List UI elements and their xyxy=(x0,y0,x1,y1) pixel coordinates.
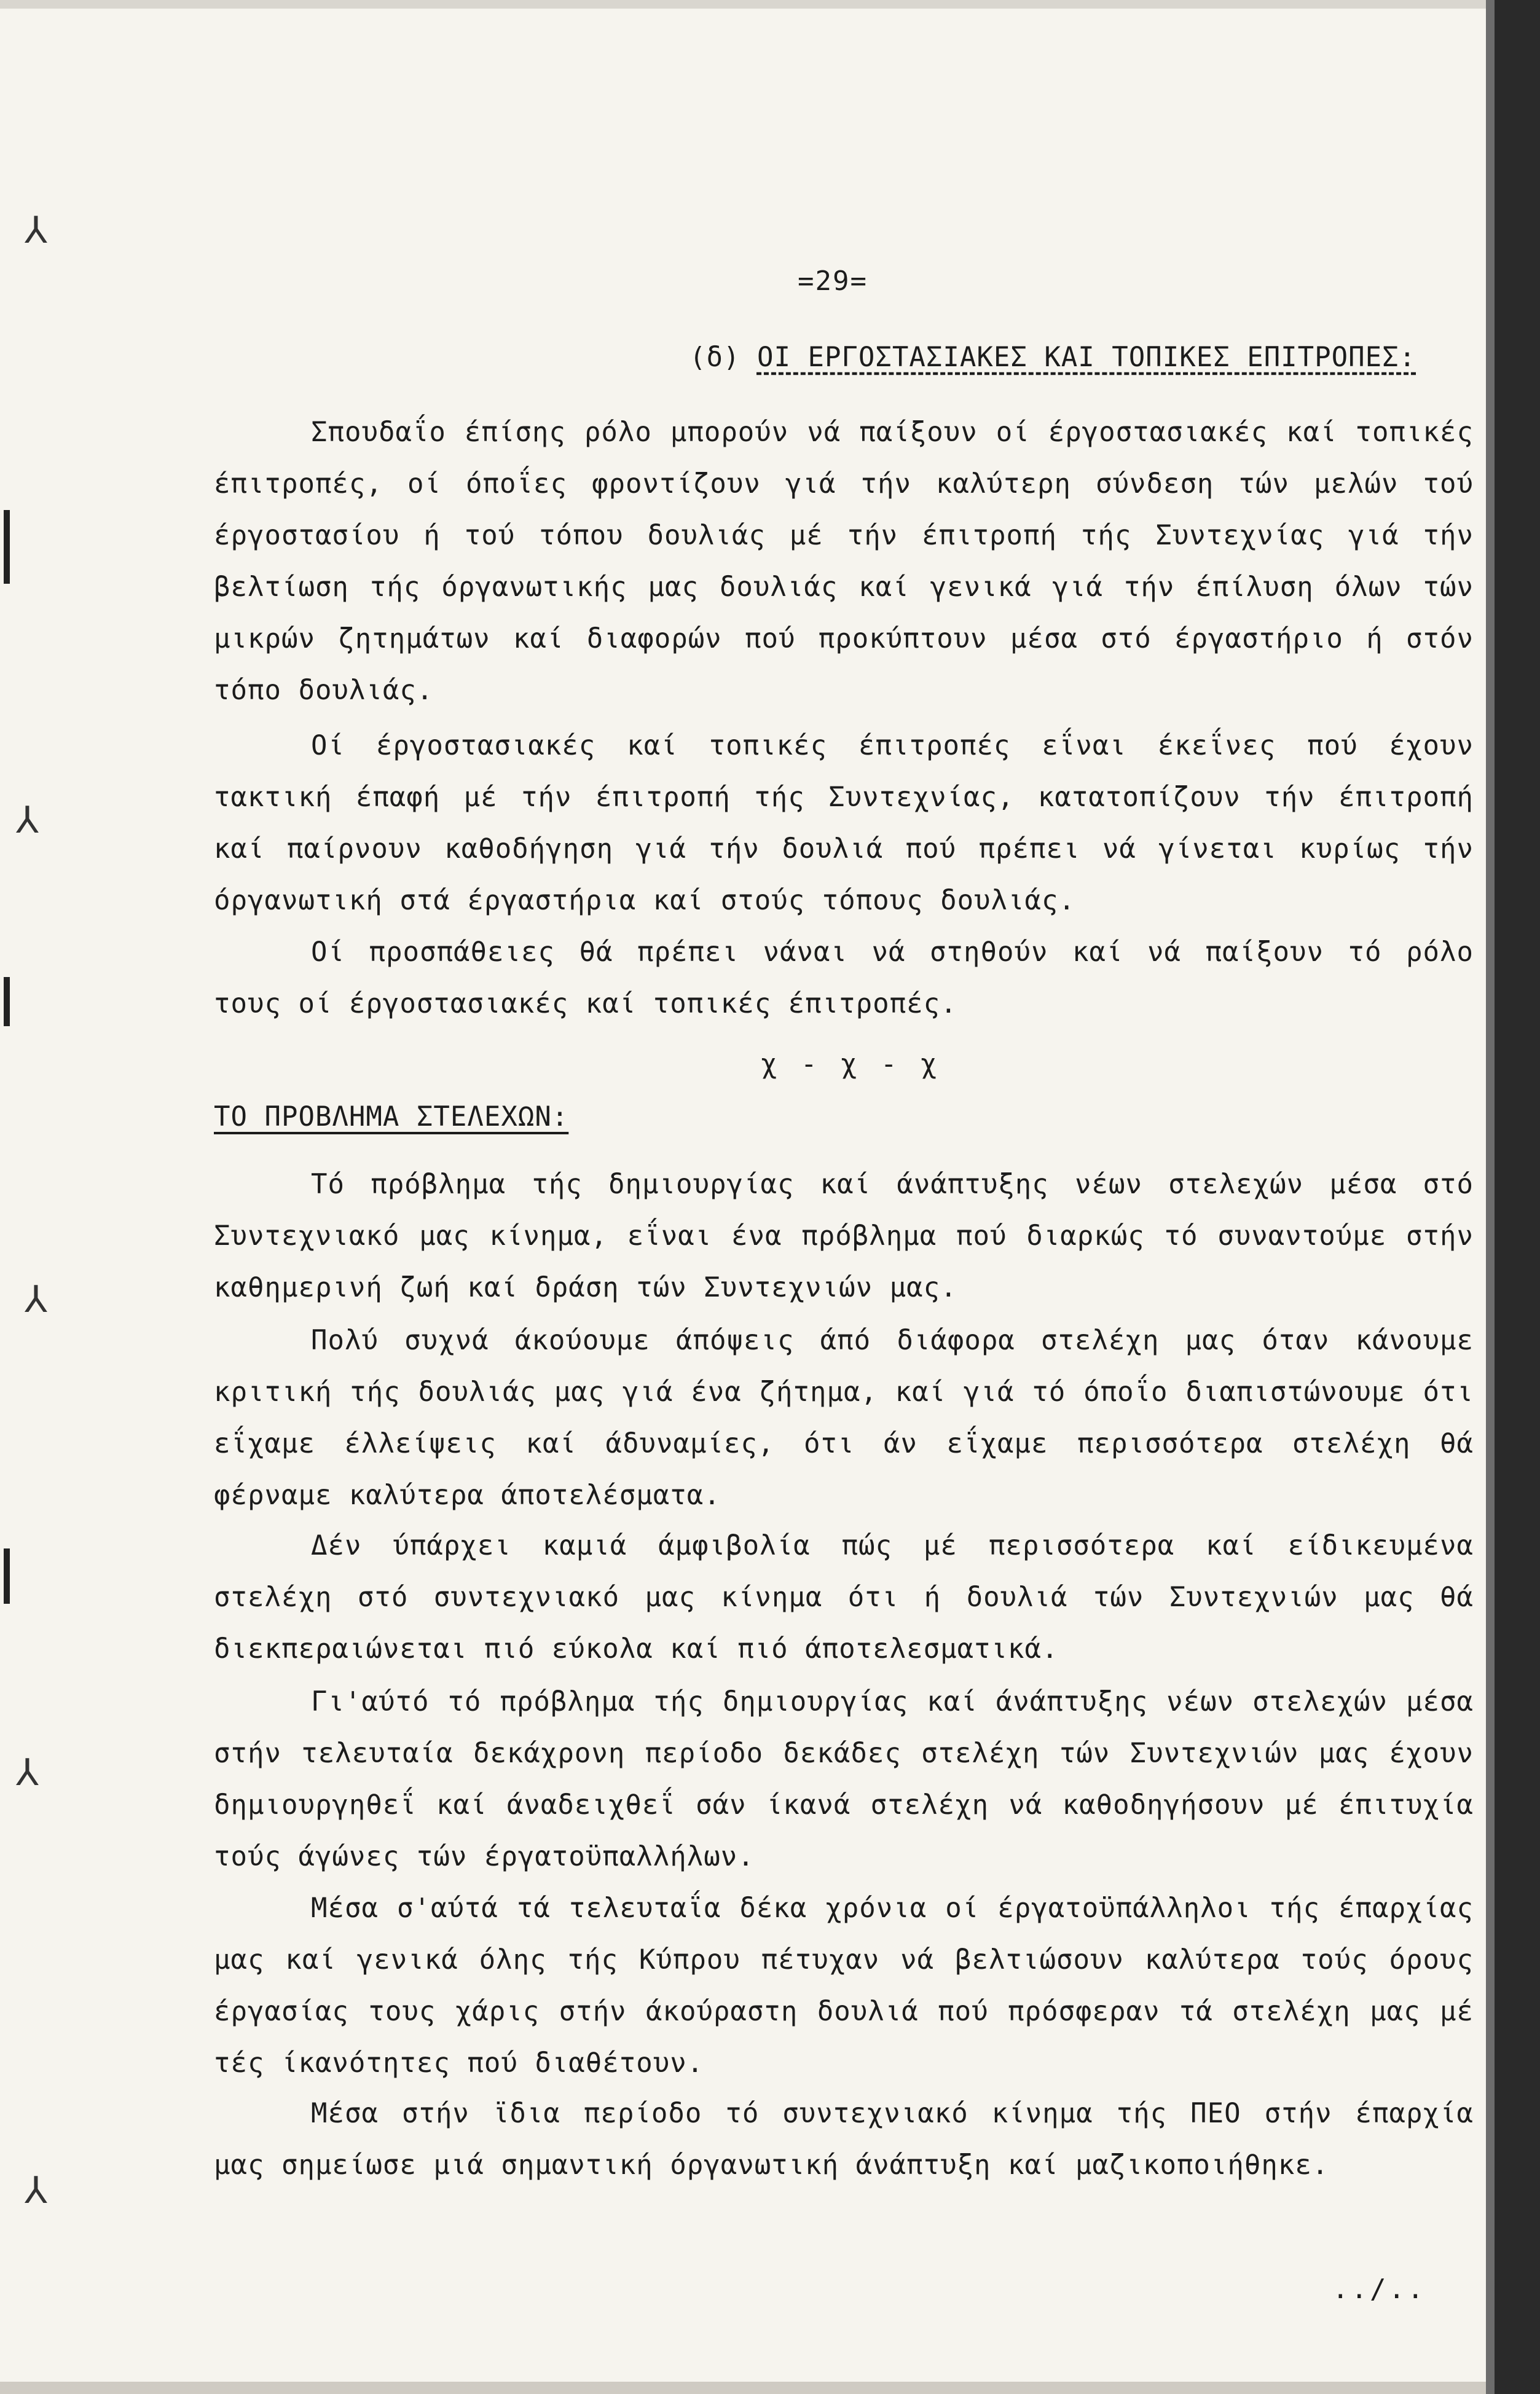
paragraph: Σπουδαΐο έπίσης ρόλο μπορούν νά παίξουν οί έργοστασιακές καί τοπικές έπιτροπές, οί όποΐες φροντίζουν γιά τήν καλύτερη σύνδεση τών μελών τού έργοστασίου ή τού τόπου δουλιάς μέ τήν έπιτροπή τής Συντεχνίας γιά τήν βελτίωση τής όργανωτικής μας δουλιάς καί γενικά γιά τήν έπίλυση όλων τών μικρών ζητημάτων καί διαφορών πού προκύπτουν μέσα στό έργαστήριο ή στόν τόπο δουλιάς. xyxy=(214,417,1474,706)
scan-bottom-edge xyxy=(0,2382,1540,2394)
section-heading xyxy=(689,342,1416,373)
binding-shadow xyxy=(1486,0,1495,2394)
page-number: =29= xyxy=(798,265,868,297)
chapter-heading: ΤΟ ΠΡΟΒΛΗΜΑ ΣΤΕΛΕΧΩΝ: xyxy=(214,1101,569,1132)
page-continuation: ../.. xyxy=(1332,2274,1426,2305)
paragraph: Δέν ύπάρχει καμιά άμφιβολία πώς μέ περισσότερα καί είδικευμένα στελέχη στό συντεχνιακό μας κίνημα ότι ή δουλιά τών Συντεχνιών μας θά διεκπεραιώνεται πιό εύκολα καί πιό άποτελεσματικά. xyxy=(214,1530,1474,1665)
scan-top-edge xyxy=(0,0,1540,9)
scan-left-mark xyxy=(4,1548,10,1604)
section-number: (δ) xyxy=(689,342,741,373)
margin-mark-icon: ⅄ xyxy=(25,209,47,252)
scan-left-mark xyxy=(4,510,10,584)
paragraph: Μέσα σ'αύτά τά τελευταΐα δέκα χρόνια οί έργατοϋπάλληλοι τής έπαρχίας μας καί γενικά όλης τής Κύπρου πέτυχαν νά βελτιώσουν καλύτερα τούς όρους έργασίας τους χάρις στήν άκούραστη δουλιά πού πρόσφεραν τά στελέχη μας μέ τές ίκανότητες πού διαθέτουν. xyxy=(214,1893,1474,2079)
paragraph: Πολύ συχνά άκούουμε άπόψεις άπό διάφορα στελέχη μας όταν κάνουμε κριτική τής δουλιάς μας γιά ένα ζήτημα, καί γιά τό όποΐο διαπιστώνουμε ότι εΐχαμε έλλείψεις καί άδυναμίες, ότι άν εΐχαμε περισσότερα στελέχη θά φέρναμε καλύτερα άποτελέσματα. xyxy=(214,1325,1474,1511)
section-heading-label: ΟΙ ΕΡΓΟΣΤΑΣΙΑΚΕΣ ΚΑΙ ΤΟΠΙΚΕΣ ΕΠΙΤΡΟΠΕΣ: xyxy=(756,342,1416,373)
section-separator: χ - χ - χ xyxy=(761,1048,941,1080)
paragraph: Τό πρόβλημα τής δημιουργίας καί άνάπτυξης νέων στελεχών μέσα στό Συντεχνιακό μας κίνημα, εΐναι ένα πρόβλημα πού διαρκώς τό συναντούμε στήν καθημερινή ζωή καί δράση τών Συντεχνιών μας. xyxy=(214,1169,1474,1303)
binding-strip xyxy=(1495,0,1540,2394)
margin-mark-icon: ⅄ xyxy=(16,1751,39,1794)
margin-mark-icon: ⅄ xyxy=(25,1278,47,1321)
paragraph: Γι'αύτό τό πρόβλημα τής δημιουργίας καί άνάπτυξης νέων στελεχών μέσα στήν τελευταία δεκάχρονη περίοδο δεκάδες στελέχη τών Συντεχνιών μας έχουν δημιουργηθεΐ καί άναδειχθεΐ σάν ίκανά στελέχη νά καθοδηγήσουν μέ έπιτυχία τούς άγώνες τών έργατοϋπαλλήλων. xyxy=(214,1686,1474,1872)
margin-mark-icon: ⅄ xyxy=(25,2169,47,2212)
paragraph: Οί έργοστασιακές καί τοπικές έπιτροπές εΐναι έκεΐνες πού έχουν τακτική έπαφή μέ τήν έπιτροπή τής Συντεχνίας, κατατοπίζουν τήν έπιτροπή καί παίρνουν καθοδήγηση γιά τήν δουλιά πού πρέπει νά γίνεται κυρίως τήν όργανωτική στά έργαστήρια καί στούς τόπους δουλιάς. xyxy=(214,730,1474,916)
paragraph: Μέσα στήν ϊδια περίοδο τό συντεχνιακό κίνημα τής ΠΕΟ στήν έπαρχία μας σημείωσε μιά σημαντική όργανωτική άνάπτυξη καί μαζικοποιήθηκε. xyxy=(214,2098,1474,2181)
scan-left-mark xyxy=(4,977,10,1026)
paragraph: Οί προσπάθειες θά πρέπει νάναι νά στηθούν καί νά παίξουν τό ρόλο τους οί έργοστασιακές καί τοπικές έπιτροπές. xyxy=(214,936,1474,1019)
margin-mark-icon: ⅄ xyxy=(16,799,39,842)
